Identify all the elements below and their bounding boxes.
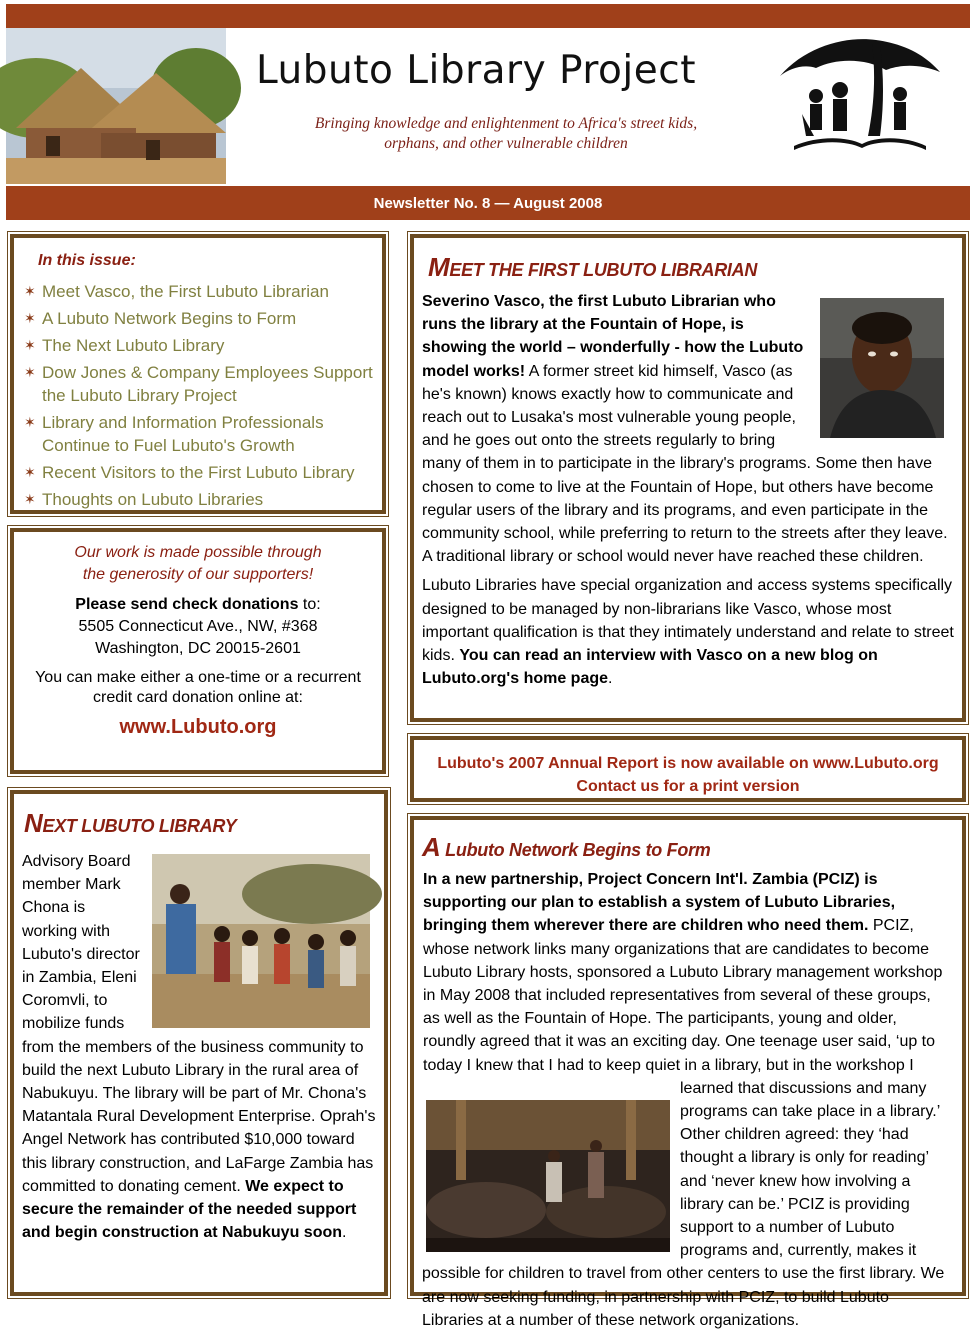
title-rest: EET THE FIRST LUBUTO LIBRARIAN xyxy=(449,260,758,280)
next-library-box xyxy=(10,790,388,1296)
next-library-text xyxy=(22,850,378,1244)
masthead-title: Lubuto Library Project xyxy=(256,48,696,93)
issue-item xyxy=(24,461,380,484)
online-line-2: credit card donation online at: xyxy=(93,689,303,706)
supporters-box xyxy=(10,528,386,774)
title-initial: A xyxy=(422,832,441,862)
next-library-end: . xyxy=(342,1224,347,1242)
address-line-1: 5505 Connecticut Ave., NW, #368 xyxy=(78,618,318,635)
meet-blog-note: You can read an interview with Vasco on a new blog on Lubuto.org's home page xyxy=(422,647,878,688)
issue-item xyxy=(24,334,380,357)
in-this-issue-heading: In this issue: xyxy=(38,252,136,269)
tagline xyxy=(246,114,766,154)
annual-report-line: Lubuto's 2007 Annual Report is now available on www.Lubuto.org xyxy=(437,755,939,772)
meet-lead: Severino Vasco, the first Lubuto Librarian who runs the library at the Fountain of Hope, is showing the world – wonderfully - how the Lubuto model works! xyxy=(422,293,804,380)
star-bullet-icon: ✶ xyxy=(24,414,36,430)
issue-item-label: The Next Lubuto Library xyxy=(42,336,225,355)
masthead xyxy=(6,28,970,186)
title-initial: N xyxy=(24,808,43,838)
issue-item xyxy=(24,411,380,457)
title-initial: M xyxy=(428,252,450,282)
network-body: PCIZ, whose network links many organizations that are candidates to become Lubuto Library hosts, sponsored a Lubuto Library management workshop in May 2008 that included representatives from several of these groups, as well as the Fountain of Hope. The participants, young and older, roundly agreed that it was an exciting day. One teenage user said, ‘up to today I knew that I had to keep quiet in a library, but in the workshop I learned that discussions and many programs can take place in a library.’ Other children agreed: they ‘had thought a library is only for reading’ and ‘never knew how involving a library can be.’ PCIZ is providing support to a number of Lubuto programs and, currently, makes it possible for children to travel from other centers to use the first library. We are now seeking funding, in partnership with PCIZ, to build Lubuto Libraries at a number of these network organizations. xyxy=(422,917,945,1329)
thanks-line-1: Our work is made possible through xyxy=(74,544,322,561)
print-version-line: Contact us for a print version xyxy=(576,778,800,795)
issue-list xyxy=(24,280,380,515)
network-lead: In a new partnership, Project Concern Int'l. Zambia (PCIZ) is supporting our plan to establish a system of Lubuto Libraries, bringing them wherever there are children who need them. xyxy=(423,871,896,935)
star-bullet-icon: ✶ xyxy=(24,491,36,507)
star-bullet-icon: ✶ xyxy=(24,364,36,380)
meet-librarian-title xyxy=(428,252,757,283)
meet-paragraph-end: . xyxy=(608,670,613,688)
tagline-line-1: Bringing knowledge and enlightenment to Africa's street kids, xyxy=(314,115,698,132)
meet-librarian-text xyxy=(422,290,958,696)
lubuto-logo-icon xyxy=(776,36,942,156)
issue-item-label: Thoughts on Lubuto Libraries xyxy=(42,490,264,509)
network-text xyxy=(422,868,952,1332)
next-library-title xyxy=(24,808,236,839)
issue-item-label: Recent Visitors to the First Lubuto Library xyxy=(42,463,355,482)
next-library-body: Advisory Board member Mark Chona is working with Lubuto's director in Zambia, Eleni Coromvli, to mobilize funds from the members of the business community to build the next Lubuto Library in the rural area of Nabukuyu. The library will be part of Mr. Chona's Matantala Rural Development Enterprise. Oprah's Angel Network has contributed $10,000 toward this library construction, and LaFarge Zambia has committed to donating cement. xyxy=(22,853,376,1195)
issue-item-label: Meet Vasco, the First Lubuto Librarian xyxy=(42,282,329,301)
address-line-2: Washington, DC 20015-2601 xyxy=(95,640,301,657)
meet-librarian-box xyxy=(410,234,966,722)
star-bullet-icon: ✶ xyxy=(24,337,36,353)
meet-paragraph-2: Lubuto Libraries have special organization and access systems specifically designed to be managed by non-librarians like Vasco, whose most important qualification is that they intimately understand and relate to street kids. xyxy=(422,577,954,665)
thanks-line-2: the generosity of our supporters! xyxy=(82,566,314,583)
online-line-1: You can make either a one-time or a recurrent xyxy=(35,669,361,686)
meet-paragraph-1: A former street kid himself, Vasco (as he's known) knows exactly how to communicate and reach out to Lusaka's most vulnerable young people, and he goes out onto the streets regularly to bring many of them in to participate in the library's programs. Some then have chosen to come to live at the Fountain of Hope, but others have become regular users of the library and its programs, and even participate in the community school, while preferring to return to the streets after they leave. A traditional library or school would never have reached these children. xyxy=(422,362,948,566)
top-banner-bar xyxy=(6,4,970,28)
send-donations-label: Please send check donations xyxy=(75,596,299,613)
annual-report-box xyxy=(410,736,966,802)
issue-item xyxy=(24,307,380,330)
send-donations-suffix: to: xyxy=(298,596,321,613)
network-title xyxy=(422,832,710,863)
issue-item xyxy=(24,488,380,511)
star-bullet-icon: ✶ xyxy=(24,310,36,326)
website-link[interactable]: www.Lubuto.org xyxy=(119,716,277,738)
huts-photo xyxy=(6,28,226,184)
children-photo xyxy=(152,854,370,1028)
star-bullet-icon: ✶ xyxy=(24,464,36,480)
star-bullet-icon: ✶ xyxy=(24,283,36,299)
issue-item-label: A Lubuto Network Begins to Form xyxy=(42,309,297,328)
issue-item-label: Library and Information Professionals Continue to Fuel Lubuto's Growth xyxy=(42,413,324,455)
donation-instructions xyxy=(22,594,374,616)
issue-item-label: Dow Jones & Company Employees Support the Lubuto Library Project xyxy=(42,363,373,405)
issue-item xyxy=(24,280,380,303)
newsletter-number: Newsletter No. 8 — August 2008 xyxy=(373,194,603,212)
issue-item xyxy=(24,361,380,407)
next-library-closing: We expect to secure the remainder of the needed support and begin construction at Nabukuyu soon xyxy=(22,1177,357,1242)
workshop-photo xyxy=(426,1100,670,1252)
in-this-issue-box xyxy=(10,234,386,514)
title-rest: Lubuto Network Begins to Form xyxy=(440,840,711,860)
network-box xyxy=(410,816,966,1329)
title-rest: EXT LUBUTO LIBRARY xyxy=(42,816,237,836)
tagline-line-2: orphans, and other vulnerable children xyxy=(384,135,628,152)
newsletter-banner xyxy=(6,186,970,220)
vasco-photo xyxy=(820,298,944,438)
